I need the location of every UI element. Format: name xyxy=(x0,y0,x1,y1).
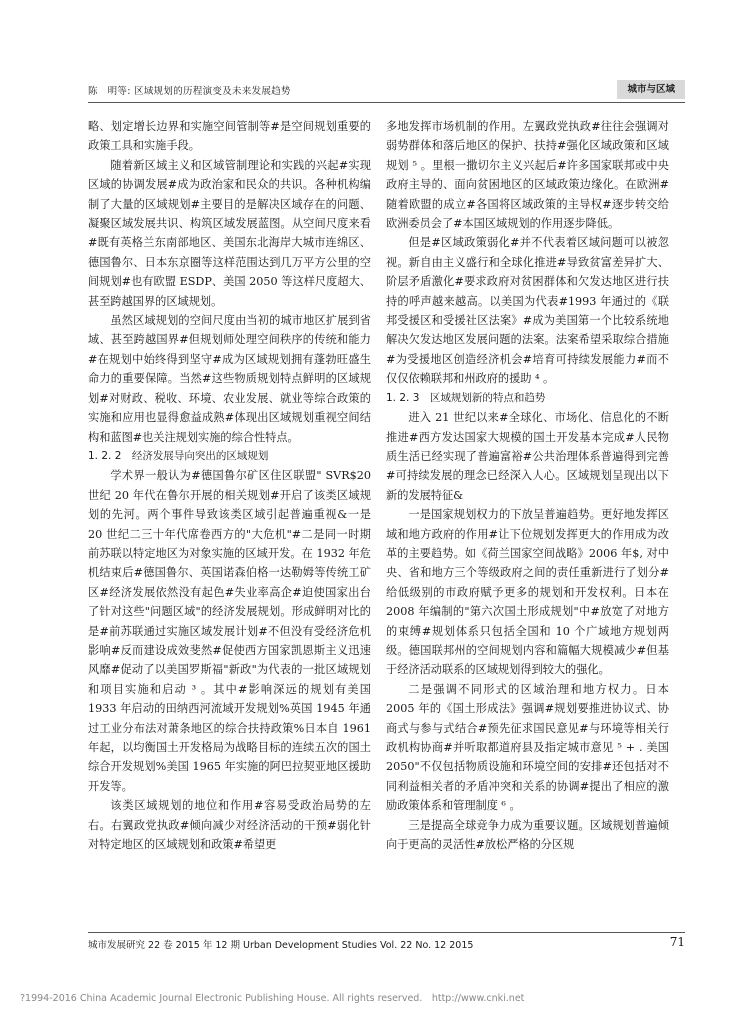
journal-citation: 城市发展研究 22 卷 2015 年 12 期 Urban Development Studies Vol. 22 No. 12 2015 xyxy=(88,940,474,951)
copyright-notice: ?1994-2016 China Academic Journal Electronic Publishing House. All rights reserved. http://www.cnki.net xyxy=(20,993,525,1004)
running-footer xyxy=(88,936,685,956)
running-header xyxy=(88,80,685,102)
left-paragraph: 学术界一般认为#德国鲁尔矿区住区联盟" SVR$20 世纪 20 年代在鲁尔开展的相关规划#开启了该类区域规划的先河。两个事件导致该类区域引起普遍重视&一是 20 世纪二三十年代席卷西方的"大危机"#二是同一时期前苏联以特定地区为对象实施的区域开发。在 1932 年危机结束后#德国鲁尔、英国诺森伯格一达勒姆等传统工矿区#经济发展依然没有起色#失业率高企#迫使国家出台了针对这些"问题区域"的经济发展规划。形成鲜明对比的是#前苏联通过实施区域发展计划#不但没有受经济危机影响#反而建设成效斐然#促使西方国家凯恩斯主义迅速风靡#促动了以美国罗斯福"新政"为代表的一批区域规划和项目实施和启动 ³ 。其中#影响深远的规划有美国 1933 年启动的田纳西河流域开发规划%英国 1945 年通过工业分布法对萧条地区的综合扶持政策%日本自 1961 年起，以均衡国土开发格局为战略目标的连续五次的国土综合开发规划%美国 1965 年实施的阿巴拉契亚地区援助开发等。 xyxy=(88,469,371,793)
left-paragraph: 略、划定增长边界和实施空间管制等#是空间规划重要的政策工具和实施手段。 xyxy=(88,120,371,153)
right-paragraph: 一是国家规划权力的下放呈普遍趋势。更好地发挥区域和地方政府的作用#让下位规划发挥更大的作用成为改革的主要趋势。如《荷兰国家空间战略》2006 年$, 对中央、省和地方三个等级政府之间的责任重新进行了划分#给低级别的市政府赋予更多的规划和开发权利。日本在 2008 年编制的"第六次国土形成规划"中#放宽了对地方的束缚#规划体系只包括全国和 10 个广域地方规划两级。德国联邦州的空间规划内容和篇幅大规模减少#但基于经济活动联系的区域规划得到较大的强化。 xyxy=(386,508,669,677)
left-paragraph: 随着新区域主义和区域管制理论和实践的兴起#实现区域的协调发展#成为政治家和民众的共识。各种机构编制了大量的区域规划#主要目的是解决区域存在的问题、凝聚区域发展共识、构筑区域发展蓝图。从空间尺度来看#既有英格兰东南部地区、美国东北海岸大城市连绵区、德国鲁尔、日本东京圈等这样范围达到几万平方公里的空间规划#也有欧盟 ESDP、美国 2050 等这样尺度超大、甚至跨越国界的区域规划。 xyxy=(88,158,371,308)
right-paragraph: 三是提高全球竞争力成为重要议题。区域规划普遍倾向于更高的灵活性#放松严格的分区规 xyxy=(386,818,669,852)
right-paragraph: 二是强调不同形式的区域治理和地方权力。日本 2005 年的《国土形成法》强调#规划要推进协议式、协商式与参与式结合#预先征求国民意见#与环境等相关行政机构协商#并听取都道府县及指定城市意见 ⁵ + . 美国 2050"不仅包括物质设施和环境空间的安排#还包括对不同利益相关者的矛盾冲突和关系的协调#提出了相应的激励政策体系和管理制度 ⁶ 。 xyxy=(386,682,669,813)
header-rule xyxy=(88,102,685,103)
section-label: 城市与区域 xyxy=(617,80,685,99)
left-paragraph: 该类区域规划的地位和作用#容易受政治局势的左右。右翼政党执政#倾向减少对经济活动的干预#弱化针对特定地区的区域规划和政策#希望更 xyxy=(88,799,371,852)
right-paragraph: 进入 21 世纪以来#全球化、市场化、信息化的不断推进#西方发达国家大规模的国土开发基本完成#人民物质生活已经实现了普遍富裕#公共治理体系普遍得到完善#可持续发展的理念已经深入人心。区域规划呈现出以下新的发展特征& xyxy=(386,411,669,502)
running-title: 陈 明等: 区域规划的历程演变及未来发展趋势 xyxy=(88,86,291,97)
footer-rule xyxy=(88,932,685,933)
right-paragraph: 但是#区域政策弱化#并不代表着区域问题可以被忽视。新自由主义盛行和全球化推进#导致贫富差异扩大、阶层矛盾激化#要求政府对贫困群体和欠发达地区进行扶持的呼声越来越高。以美国为代表#1993 年通过的《联邦受援区和受援社区法案》#成为美国第一个比较系统地解决欠发达地区发展问题的法案。法案希望采取综合措施#为受援地区创造经济机会#培育可持续发展能力#而不仅仅依赖联邦和州政府的援助 ⁴ 。 xyxy=(386,236,669,386)
right-paragraph: 多地发挥市场机制的作用。左翼政党执政#往往会强调对弱势群体和落后地区的保护、扶持#强化区域政策和区域规划 ⁵ 。里根一撒切尔主义兴起后#许多国家联邦或中央政府主导的、面向贫困地区的区域政策边缘化。在欧洲#随着欧盟的成立#各国将区域政策的主导权#逐步转交给欧洲委员会了#本国区域规划的作用逐步降低。 xyxy=(386,120,669,231)
left-paragraph: 虽然区域规划的空间尺度由当初的城市地区扩展到省域、甚至跨越国界#但规划师处理空间秩序的传统和能力#在规划中始终得到坚守#成为区域规划拥有蓬勃旺盛生命力的重要保障。当然#这些物质规划特点鲜明的区域规划#对财政、税收、环境、农业发展、就业等综合政策的实施和应用也显得愈益成熟#体现出区域规划重视空间结构和蓝图#也关注规划实施的综合性特点。 xyxy=(88,314,371,444)
left-column xyxy=(88,117,371,854)
right-column xyxy=(386,117,669,854)
right-subheading: 1. 2. 3 区域规划新的特点和趋势 xyxy=(386,391,546,404)
page-number: 71 xyxy=(669,935,685,949)
left-subheading: 1. 2. 2 经济发展导向突出的区域规划 xyxy=(88,449,269,462)
